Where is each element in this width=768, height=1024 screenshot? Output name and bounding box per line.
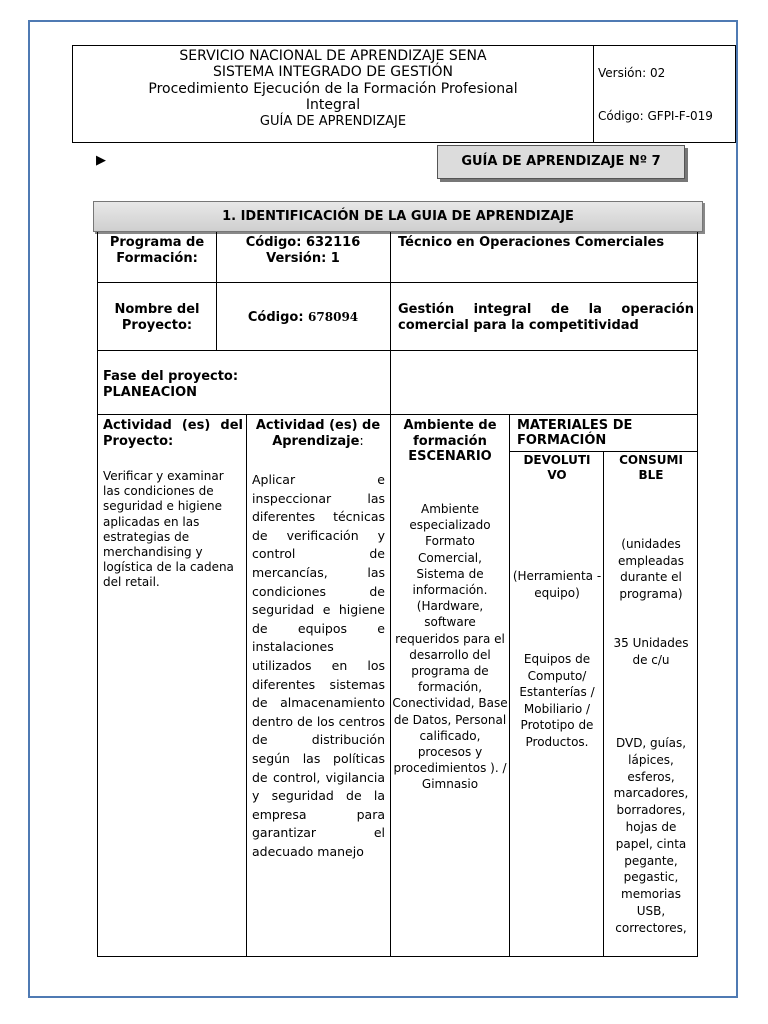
project-activity-text: Verificar y examinar las condiciones de seguridad e higiene aplicadas en las estrategias de merchandising y logística de la cadena del retail. (103, 469, 234, 590)
code-label: Código: GFPI-F-019 (598, 109, 713, 123)
header-title (73, 46, 594, 142)
header-line-2: SISTEMA INTEGRADO DE GESTIÓN (212, 64, 454, 81)
version-label: Versión: 02 (598, 66, 666, 80)
header-meta (594, 46, 735, 142)
header-line-4: Integral (305, 97, 361, 114)
header-line-5: GUÍA DE APRENDIZAJE (259, 113, 407, 129)
program-name: Técnico en Operaciones Comerciales (398, 235, 665, 250)
program-label: Programa de Formación: (109, 235, 205, 266)
project-name: Gestión integral de la operación comercial para la competitividad (398, 302, 694, 333)
learning-activity-text: Aplicar e inspeccionar las diferentes técnicas de verificación y control de mercancías, las condiciones de seguridad e higiene de equipos e instalaciones utilizados en los diferentes sistemas de almacenamiento dentro de los centros de distribución según las políticas de control, vigilancia y seguridad de la empresa para garantizar el adecuado manejo (252, 472, 385, 859)
environment-text: Ambiente especializado Formato Comercial, Sistema de información. (Hardware, software requeridos para el desarrollo del programa de formación, Conectividad, Base de Datos, Personal calificado, procesos y procedimientos ). / Gimnasio (392, 502, 508, 792)
guide-number-box: GUÍA DE APRENDIZAJE Nº 7 (437, 145, 685, 179)
devolutivo-equipment: Equipos de Computo/ Estanterías / Mobiliario / Prototipo de Productos. (519, 652, 595, 749)
learning-activity-header: Actividad (es) de Aprendizaje: (255, 418, 381, 449)
program-code: Código: 632116 Versión: 1 (245, 235, 361, 266)
project-code: Código: 678094 (247, 310, 359, 325)
materials-header: MATERIALES DE FORMACIÓN (517, 418, 633, 448)
devolutivo-tools: (Herramienta - equipo) (512, 569, 602, 600)
consumible-quantity: 35 Unidades de c/u (613, 636, 689, 667)
project-label: Nombre del Proyecto: (114, 302, 200, 333)
header-line-3: Procedimiento Ejecución de la Formación Profesional (148, 80, 518, 97)
environment-header: Ambiente de formación ESCENARIO (403, 418, 497, 464)
project-phase: Fase del proyecto: PLANEACION (103, 369, 239, 400)
arrow-right-icon: ▶ (96, 153, 106, 168)
consumible-units: (unidades empleadas durante el programa) (618, 537, 684, 601)
document-header (72, 45, 736, 143)
section-title: 1. IDENTIFICACIÓN DE LA GUIA DE APRENDIZAJE (93, 201, 703, 232)
consumible-header: CONSUMI BLE (619, 453, 683, 482)
devolutivo-header: DEVOLUTI VO (523, 453, 591, 482)
consumible-items: DVD, guías, lápices, esferos, marcadores, borradores, hojas de papel, cinta pegante, pegastic, memorias USB, correctores, (613, 736, 689, 935)
header-line-1: SERVICIO NACIONAL DE APRENDIZAJE SENA (179, 48, 487, 64)
project-activity-header: Actividad (es) del Proyecto: (103, 418, 243, 449)
